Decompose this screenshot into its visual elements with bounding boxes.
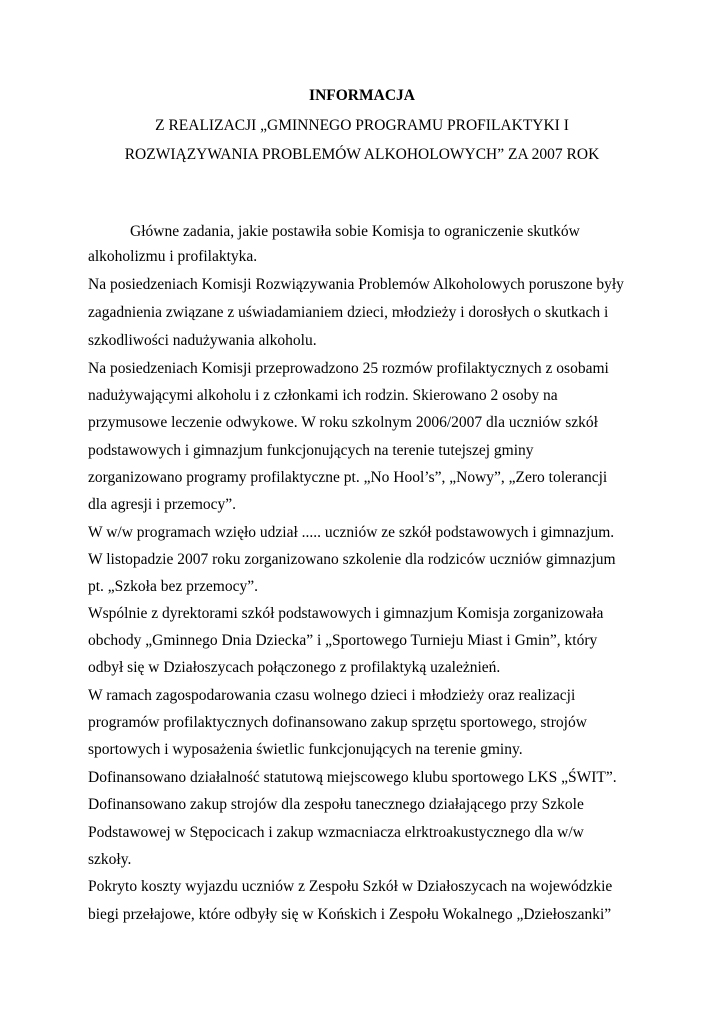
body-line: biegi przełajowe, które odbyły się w Końskich i Zespołu Wokalnego „Dziełoszanki” — [88, 906, 612, 923]
body-line: szkoły. — [88, 851, 132, 868]
body-line: obchody „Gminnego Dnia Dziecka” i „Sportowego Turnieju Miast i Gmin”, który — [88, 632, 598, 649]
body-line: Wspólnie z dyrektorami szkół podstawowych i gimnazjum Komisja zorganizowała — [88, 605, 604, 622]
body-line: programów profilaktycznych dofinansowano zakup sprzętu sportowego, strojów — [88, 714, 587, 731]
body-line: przymusowe leczenie odwykowe. W roku szkolnym 2006/2007 dla uczniów szkół — [88, 414, 598, 431]
body-line: Dofinansowano działalność statutową miejscowego klubu sportowego LKS „ŚWIT”. — [88, 769, 617, 786]
body-line: nadużywającymi alkoholu i z członkami ich rodzin. Skierowano 2 osoby na — [88, 387, 558, 404]
body-line: dla agresji i przemocy”. — [88, 496, 237, 513]
body-line: W w/w programach wzięło udział ..... uczniów ze szkół podstawowych i gimnazjum. — [88, 524, 615, 541]
body-line: szkodliwości nadużywania alkoholu. — [88, 332, 317, 349]
body-line: sportowych i wyposażenia świetlic funkcjonujących na terenie gminy. — [88, 741, 523, 758]
body-line: Pokryto koszty wyjazdu uczniów z Zespołu Szkół w Działoszycach na wojewódzkie — [88, 878, 613, 895]
body-line: W listopadzie 2007 roku zorganizowano szkolenie dla rodziców uczniów gimnazjum — [88, 551, 616, 568]
body-line: zagadnienia związane z uświadamianiem dzieci, młodzieży i dorosłych o skutkach i — [88, 304, 609, 321]
body-line: Podstawowej w Stępocicach i zakup wzmacniacza elrktroakustycznego dla w/w — [88, 824, 584, 841]
body-line: Główne zadania, jakie postawiła sobie Komisja to ograniczenie skutków — [130, 223, 580, 240]
body-line: zorganizowano programy profilaktyczne pt. „No Hool’s”, „Nowy”, „Zero tolerancji — [88, 469, 608, 486]
body-line: W ramach zagospodarowania czasu wolnego dzieci i młodzieży oraz realizacji — [88, 687, 576, 704]
body-line: pt. „Szkoła bez przemocy”. — [88, 578, 258, 595]
document-subtitle-line-2: ROZWIĄZYWANIA PROBLEMÓW ALKOHOLOWYCH” ZA 2007 ROK — [124, 146, 600, 163]
document-title: INFORMACJA — [309, 87, 415, 104]
body-line: Na posiedzeniach Komisji przeprowadzono 25 rozmów profilaktycznych z osobami — [88, 360, 609, 377]
body-line: odbył się w Działoszycach połączonego z profilaktyką uzależnień. — [88, 659, 501, 676]
body-line: podstawowych i gimnazjum funkcjonujących na terenie tutejszej gminy — [88, 442, 534, 459]
document-subtitle-line-1: Z REALIZACJI „GMINNEGO PROGRAMU PROFILAKTYKI I — [155, 117, 569, 134]
body-line: Dofinansowano zakup strojów dla zespołu tanecznego działającego przy Szkole — [88, 796, 584, 813]
body-line: Na posiedzeniach Komisji Rozwiązywania Problemów Alkoholowych poruszone były — [88, 276, 624, 293]
body-line: alkoholizmu i profilaktyka. — [88, 248, 258, 265]
